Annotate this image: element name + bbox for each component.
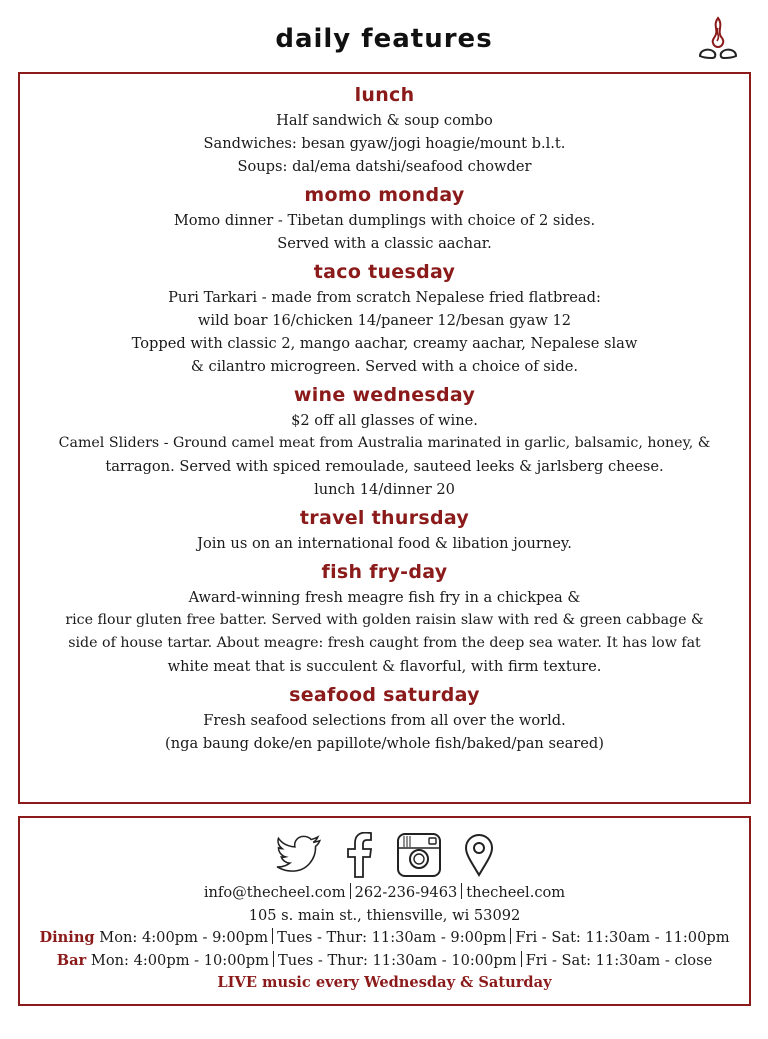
section-title: travel thursday: [299, 507, 470, 529]
section-line: white meat that is succulent & flavorful, with firm texture.: [167, 658, 602, 675]
address: 105 s. main st., thiensville, wi 53092: [248, 906, 521, 924]
section-line: (nga baung doke/en papillote/whole fish/baked/pan seared): [165, 735, 604, 752]
section-line: Fresh seafood selections from all over the world.: [203, 712, 566, 729]
section-line: tarragon. Served with spiced remoulade, sauteed leeks & jarlsberg cheese.: [105, 458, 664, 475]
hours-entry: Tues - Thur: 11:30am - 9:00pm: [277, 929, 507, 946]
section-line: Momo dinner - Tibetan dumplings with choice of 2 sides.: [173, 212, 596, 229]
contact-panel: [18, 816, 751, 1006]
hours-entry: Fri - Sat: 11:30am - close: [525, 951, 713, 969]
section-line: Award-winning fresh meagre fish fry in a chickpea &: [188, 589, 581, 606]
hours-entry: Tues - Thur: 11:30am - 10:00pm: [277, 951, 517, 969]
section-line: side of house tartar. About meagre: fresh caught from the deep sea water. It has low fat: [68, 635, 701, 651]
divider: [273, 951, 274, 967]
hours-entry: Mon: 4:00pm - 9:00pm: [99, 929, 269, 946]
social-icons-row: [20, 830, 749, 880]
divider: [461, 883, 462, 899]
divider: [521, 951, 522, 967]
section-lunch: [26, 82, 743, 178]
section-line: Join us on an international food & libation journey.: [197, 535, 572, 552]
contact-line: [20, 882, 749, 905]
section-line: & cilantro microgreen. Served with a choice of side.: [190, 358, 579, 375]
section-title: fish fry-day: [321, 561, 448, 583]
section-title: momo monday: [304, 184, 465, 206]
section-line: $2 off all glasses of wine.: [291, 412, 478, 429]
bar-label: Bar: [56, 951, 87, 969]
section-title: wine wednesday: [293, 384, 476, 406]
section-title: taco tuesday: [313, 261, 456, 283]
section-line: lunch 14/dinner 20: [314, 481, 455, 498]
email-link[interactable]: info@thecheel.com: [203, 884, 346, 901]
page-title: daily features: [275, 24, 493, 54]
phone-link[interactable]: 262-236-9463: [354, 884, 458, 901]
section-fish-fry-day: [26, 559, 743, 678]
section-momo-monday: [26, 182, 743, 255]
section-seafood-saturday: [26, 682, 743, 755]
section-line: Sandwiches: besan gyaw/jogi hoagie/mount b.l.t.: [203, 135, 566, 152]
twitter-icon[interactable]: [276, 835, 322, 875]
section-title: seafood saturday: [289, 684, 480, 706]
facebook-icon[interactable]: [344, 832, 374, 878]
divider: [350, 883, 351, 899]
divider: [272, 928, 273, 944]
section-line: wild boar 16/chicken 14/paneer 12/besan gyaw 12: [197, 312, 572, 329]
section-line: Half sandwich & soup combo: [276, 112, 493, 129]
live-music-note: LIVE music every Wednesday & Saturday: [217, 974, 552, 991]
flame-logo-icon: [696, 14, 740, 62]
section-wine-wednesday: [26, 382, 743, 501]
dining-hours: [20, 927, 749, 950]
website-link[interactable]: thecheel.com: [466, 884, 566, 901]
section-line: Puri Tarkari - made from scratch Nepalese fried flatbread:: [168, 289, 601, 306]
dining-label: Dining: [39, 929, 95, 946]
contact-info: [20, 882, 749, 995]
section-line: Soups: dal/ema datshi/seafood chowder: [237, 158, 532, 175]
location-pin-icon[interactable]: [464, 833, 494, 877]
hours-entry: Fri - Sat: 11:30am - 11:00pm: [515, 929, 730, 946]
section-line: Topped with classic 2, mango aachar, creamy aachar, Nepalese slaw: [131, 335, 638, 352]
bar-hours: [20, 950, 749, 973]
daily-features-panel: [18, 72, 751, 804]
hours-entry: Mon: 4:00pm - 10:00pm: [90, 951, 269, 969]
section-title: lunch: [354, 84, 415, 106]
section-line: Camel Sliders - Ground camel meat from Australia marinated in garlic, balsamic, honey, &: [58, 435, 711, 451]
instagram-icon[interactable]: [396, 832, 442, 878]
section-taco-tuesday: [26, 259, 743, 378]
section-travel-thursday: [26, 505, 743, 555]
divider: [510, 928, 511, 944]
section-line: rice flour gluten free batter. Served with golden raisin slaw with red & green cabbage &: [65, 612, 704, 628]
section-line: Served with a classic aachar.: [277, 235, 492, 252]
